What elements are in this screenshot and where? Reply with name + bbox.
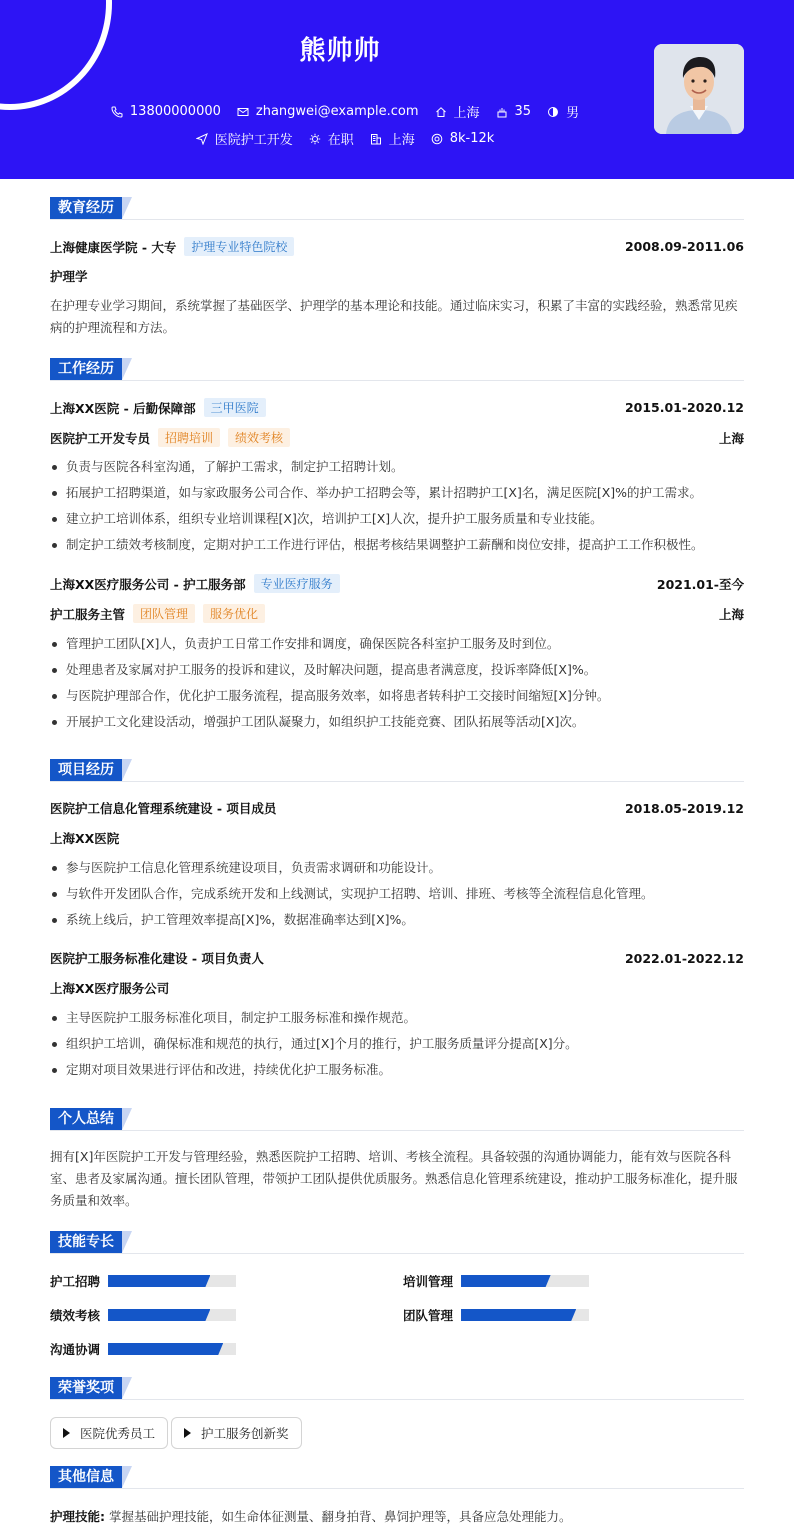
project-bullets-2 (50, 1007, 744, 1085)
skill-name: 绩效考核 (50, 1308, 101, 1323)
section-education (50, 197, 744, 219)
education-header (50, 237, 744, 256)
project-org-row-2 (50, 979, 744, 997)
section-summary (50, 1108, 744, 1130)
section-divider (50, 1130, 744, 1131)
cake-icon (496, 106, 508, 118)
job-role: 护工服务主管 (50, 606, 126, 622)
award-chip (50, 1417, 168, 1449)
list-item: 主导医院护工服务标准化项目，制定护工服务标准和操作规范。 (50, 1007, 744, 1033)
skill-name: 沟通协调 (50, 1342, 101, 1357)
education-major-row (50, 267, 744, 285)
section-skills-title: 技能专长 (50, 1231, 122, 1253)
company-name: 上海XX医疗服务公司 - 护工服务部 (50, 576, 246, 592)
work-header-2 (50, 574, 744, 593)
skill-bar (461, 1309, 589, 1321)
skill-bar (108, 1275, 236, 1287)
list-item: 与医院护理部合作，优化护工服务流程，提高服务效率，如将患者转科护工交接时间缩短[X]分钟。 (50, 685, 744, 711)
coin-icon (431, 133, 443, 145)
school-name: 上海健康医学院 - 大专 (50, 239, 177, 255)
avatar-photo (654, 44, 744, 134)
list-item: 系统上线后，护工管理效率提高[X]%，数据准确率达到[X]%。 (50, 909, 744, 935)
other-info-text: 掌握基础护理技能，如生命体征测量、翻身拍背、鼻饲护理等，具备应急处理能力。 (109, 1509, 572, 1524)
avatar-portrait-icon (654, 44, 744, 134)
project-org: 上海XX医院 (50, 831, 120, 846)
work-period: 2021.01-至今 (656, 576, 744, 592)
job-intent-row (0, 129, 680, 148)
education-period: 2008.09-2011.06 (624, 239, 744, 254)
city-text: 上海 (453, 106, 480, 121)
section-divider (50, 219, 744, 220)
work-header-1 (50, 398, 744, 417)
list-item: 组织护工培训，确保标准和规范的执行，通过[X]个月的推行，护工服务质量评分提高[X]分。 (50, 1033, 744, 1059)
skill-item (50, 1306, 236, 1324)
phone-item (111, 104, 221, 119)
phone-text: 13800000000 (129, 104, 221, 119)
work-bullets-1 (50, 456, 744, 560)
gear-icon (309, 133, 321, 145)
award-name: 医院优秀员工 (80, 1426, 156, 1441)
skill-bar-fill (108, 1343, 223, 1355)
age-item (496, 104, 532, 119)
skill-bar (108, 1343, 236, 1355)
resume-header (0, 0, 794, 179)
work-role-row-2 (50, 604, 744, 623)
skill-item (50, 1272, 236, 1290)
section-other (50, 1466, 744, 1488)
project-period: 2022.01-2022.12 (624, 950, 744, 966)
list-item: 定期对项目效果进行评估和改进，持续优化护工服务标准。 (50, 1059, 744, 1085)
skill-item (50, 1340, 236, 1358)
section-other-title: 其他信息 (50, 1466, 122, 1488)
section-summary-title: 个人总结 (50, 1108, 122, 1130)
list-item: 管理护工团队[X]人，负责护工日常工作安排和调度，确保医院各科室护工服务及时到位。 (50, 633, 744, 659)
gender-text: 男 (566, 106, 580, 121)
section-awards (50, 1377, 744, 1399)
award-name: 护工服务创新奖 (201, 1426, 289, 1441)
skill-name: 护工招聘 (50, 1274, 101, 1289)
project-name: 医院护工信息化管理系统建设 - 项目成员 (50, 801, 277, 816)
list-item: 参与医院护工信息化管理系统建设项目，负责需求调研和功能设计。 (50, 857, 744, 883)
phone-icon (111, 106, 123, 118)
list-item: 拓展护工招聘渠道，如与家政服务公司合作、举办护工招聘会等，累计招聘护工[X]名，满足医院[X]%的护工需求。 (50, 482, 744, 508)
candidate-name: 熊帅帅 (299, 36, 381, 66)
other-info-label: 护理技能: (50, 1509, 105, 1524)
mail-icon (237, 106, 249, 118)
section-awards-title: 荣誉奖项 (50, 1377, 122, 1399)
section-skills (50, 1231, 744, 1253)
email-item (237, 104, 419, 119)
company-tag: 专业医疗服务 (254, 574, 340, 593)
role-tag: 招聘培训 (158, 428, 220, 447)
work-role-row-1 (50, 428, 744, 447)
section-project (50, 759, 744, 781)
section-divider (50, 380, 744, 381)
skill-item (403, 1272, 589, 1290)
skill-item (403, 1306, 589, 1324)
section-divider (50, 1488, 744, 1489)
play-icon (63, 1428, 70, 1438)
role-tag: 服务优化 (203, 604, 265, 623)
salary-item (431, 131, 495, 146)
skill-name: 团队管理 (403, 1308, 454, 1323)
target-city-text: 上海 (388, 133, 415, 148)
target-job-item (196, 129, 293, 148)
skill-bar-fill (108, 1309, 210, 1321)
section-work-title: 工作经历 (50, 358, 122, 380)
project-org-row-1 (50, 829, 744, 847)
home-icon (435, 106, 447, 118)
list-item: 建立护工培训体系，组织专业培训课程[X]次，培训护工[X]人次，提升护工服务质量和专业技能。 (50, 508, 744, 534)
section-divider (50, 1399, 744, 1400)
company-name: 上海XX医院 - 后勤保障部 (50, 400, 196, 416)
status-text: 在职 (327, 133, 354, 148)
project-name: 医院护工服务标准化建设 - 项目负责人 (50, 951, 264, 966)
play-icon (184, 1428, 191, 1438)
target-job-text: 医院护工开发 (214, 133, 293, 148)
section-project-title: 项目经历 (50, 759, 122, 781)
work-location: 上海 (718, 606, 744, 622)
building-icon (370, 133, 382, 145)
section-education-title: 教育经历 (50, 197, 122, 219)
contact-info-row (0, 102, 680, 121)
project-header-2 (50, 949, 744, 967)
skill-bar-fill (461, 1309, 576, 1321)
list-item: 与软件开发团队合作，完成系统开发和上线测试，实现护工招聘、培训、排班、考核等全流程信息化管理。 (50, 883, 744, 909)
other-info-row (50, 1507, 744, 1525)
project-org: 上海XX医疗服务公司 (50, 981, 170, 996)
section-divider (50, 1253, 744, 1254)
status-item (309, 129, 354, 148)
skill-bar-fill (461, 1275, 551, 1287)
list-item: 开展护工文化建设活动，增强护工团队凝聚力，如组织护工技能竞赛、团队拓展等活动[X]次。 (50, 711, 744, 737)
work-location: 上海 (718, 430, 744, 446)
skill-bar-fill (108, 1275, 210, 1287)
city-item (435, 102, 480, 121)
summary-text: 拥有[X]年医院护工开发与管理经验，熟悉医院护工招聘、培训、考核全流程。具备较强的沟通协调能力，能有效与医院各科室、患者及家属沟通。擅长团队管理，带领护工团队提供优质服务。熟悉信息化管理系统建设，推动护工服务标准化，提升服务质量和效率。 (50, 1149, 738, 1208)
major: 护理学 (50, 269, 88, 284)
company-tag: 三甲医院 (204, 398, 266, 417)
role-tag: 绩效考核 (228, 428, 290, 447)
job-role: 医院护工开发专员 (50, 430, 151, 446)
skill-bar (461, 1275, 589, 1287)
age-text: 35 (514, 104, 532, 119)
skill-bar (108, 1309, 236, 1321)
gender-icon (547, 106, 559, 118)
project-period: 2018.05-2019.12 (624, 800, 744, 816)
gender-item (547, 102, 579, 121)
list-item: 处理患者及家属对护工服务的投诉和建议，及时解决问题，提高患者满意度，投诉率降低[X]%。 (50, 659, 744, 685)
award-chip (171, 1417, 302, 1449)
role-tag: 团队管理 (133, 604, 195, 623)
email-text: zhangwei@example.com (255, 104, 419, 119)
project-bullets-1 (50, 857, 744, 935)
send-icon (196, 133, 208, 145)
school-tag: 护理专业特色院校 (184, 237, 294, 256)
skill-name: 培训管理 (403, 1274, 454, 1289)
salary-text: 8k-12k (449, 131, 495, 146)
education-description: 在护理专业学习期间，系统掌握了基础医学、护理学的基本理论和技能。通过临床实习，积累了丰富的实践经验，熟悉常见疾病的护理流程和方法。 (50, 298, 738, 335)
section-work (50, 358, 744, 380)
target-city-item (370, 129, 415, 148)
list-item: 负责与医院各科室沟通，了解护工需求，制定护工招聘计划。 (50, 456, 744, 482)
work-bullets-2 (50, 633, 744, 737)
section-divider (50, 781, 744, 782)
project-header-1 (50, 799, 744, 817)
list-item: 制定护工绩效考核制度，定期对护工工作进行评估，根据考核结果调整护工薪酬和岗位安排，提高护工工作积极性。 (50, 534, 744, 560)
work-period: 2015.01-2020.12 (624, 400, 744, 415)
